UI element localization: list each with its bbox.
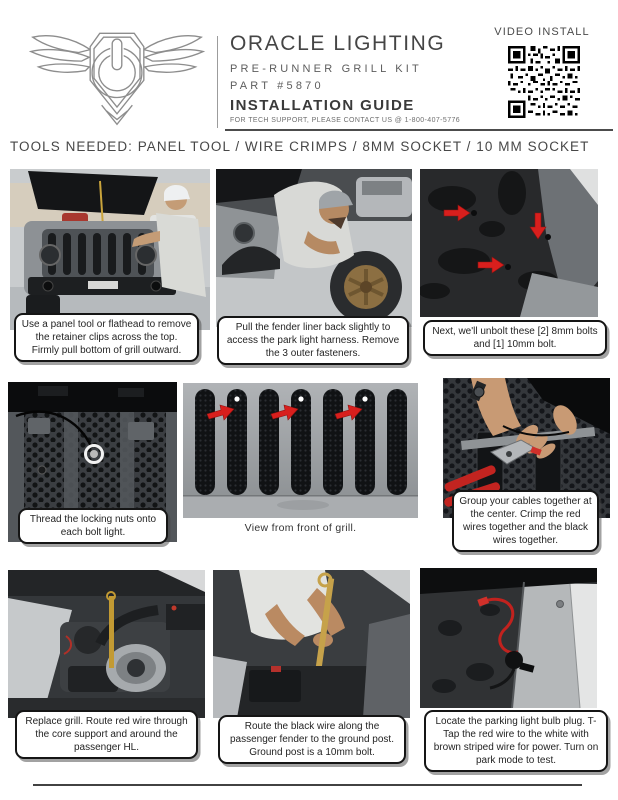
qr-code-icon (508, 46, 580, 118)
tools-needed-line: TOOLS NEEDED: PANEL TOOL / WIRE CRIMPS / 8MM SOCKET / 10 MM SOCKET (10, 139, 590, 154)
oracle-wings-power-logo-icon (26, 24, 208, 126)
step-2-caption: Pull the fender liner back slightly to access the park light harness. Remove the 3 outer fasteners. (217, 316, 409, 365)
step-6-caption: Group your cables together at the center. Crimp the red wires together and the black wires together. (452, 490, 599, 552)
step-7-caption: Replace grill. Route red wire through the core support and around the passenger HL. (15, 710, 198, 759)
step-1-photo (10, 169, 210, 330)
step-2-photo (216, 169, 412, 327)
footer-rule (33, 784, 582, 786)
header-rule (225, 129, 613, 131)
step-9-caption: Locate the parking light bulb plug. T-Tap the red wire to the white with brown striped wire for power. Turn on park mode to test. (424, 710, 608, 772)
step-8-photo (213, 570, 410, 718)
header-divider-vertical (217, 36, 218, 128)
part-number: PART #5870 (230, 80, 324, 92)
step-5-caption: View from front of grill. (244, 522, 357, 534)
step-9-photo (420, 568, 597, 708)
step-1-caption: Use a panel tool or flathead to remove the retainer clips across the top. Firmly pull bottom of grill outward. (14, 313, 199, 362)
step-4-caption: Thread the locking nuts onto each bolt light. (18, 508, 168, 544)
video-install-label: VIDEO INSTALL (494, 26, 590, 38)
brand-title: ORACLE LIGHTING (230, 32, 446, 55)
step-3-photo (420, 169, 598, 317)
step-3-caption: Next, we'll unbolt these [2] 8mm bolts and [1] 10mm bolt. (423, 320, 607, 356)
support-line: FOR TECH SUPPORT, PLEASE CONTACT US @ 1-800-407-5776 (230, 117, 461, 124)
product-line: PRE-RUNNER GRILL KIT (230, 63, 422, 75)
step-7-photo (8, 570, 205, 718)
header-text-block (230, 32, 490, 124)
step-8-caption: Route the black wire along the passenger fender to the ground post. Ground post is a 10mm bolt. (218, 715, 406, 764)
step-5-photo (183, 383, 418, 518)
document-title: INSTALLATION GUIDE (230, 97, 415, 114)
